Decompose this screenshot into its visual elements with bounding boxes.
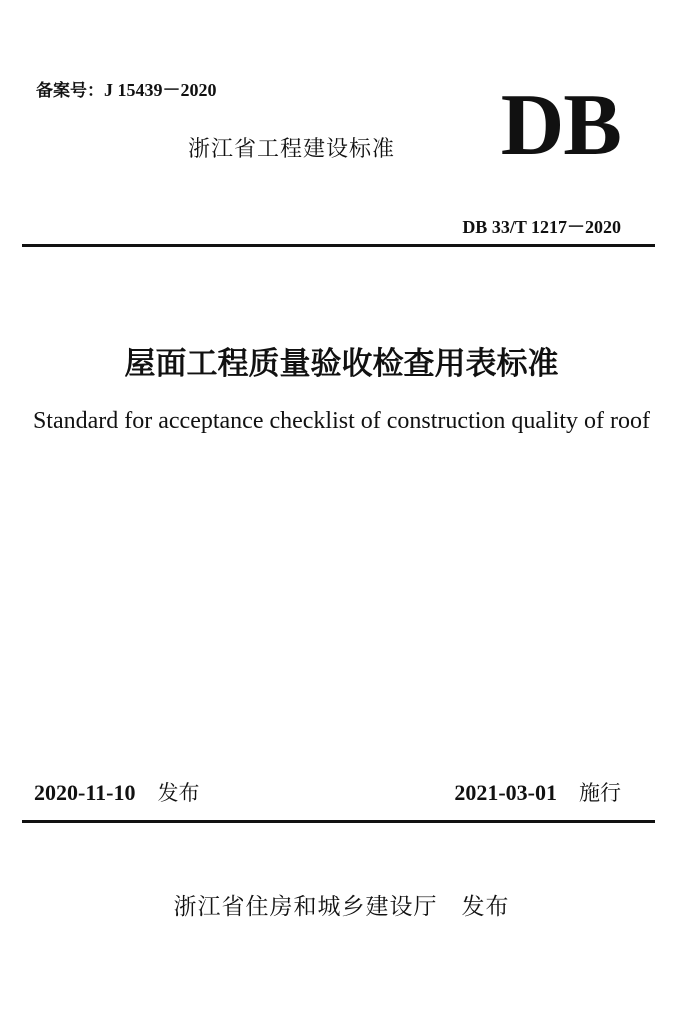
record-number-value: J 15439－2020: [104, 80, 217, 100]
publish-date-line: [34, 777, 199, 807]
title-english: Standard for acceptance checklist of construction quality of roof: [32, 408, 651, 434]
title-chinese: 屋面工程质量验收检查用表标准: [124, 346, 559, 382]
effective-date: 2021-03-01: [454, 780, 557, 805]
record-number: [36, 76, 217, 102]
effective-date-line: [454, 777, 621, 807]
effective-label: 施行: [579, 781, 621, 805]
publish-date: 2020-11-10: [34, 780, 136, 805]
bottom-divider: [22, 820, 655, 823]
db-logo: DB: [500, 77, 621, 174]
publish-label: 发布: [157, 781, 200, 805]
standard-number: DB 33/T 1217－2020: [462, 217, 621, 237]
record-number-label: 备案号：: [36, 81, 104, 101]
issuer-header: 浙江省工程建设标准: [188, 137, 396, 162]
top-divider: [22, 244, 655, 247]
publisher: 浙江省住房和城乡建设厅 发布: [173, 894, 510, 920]
